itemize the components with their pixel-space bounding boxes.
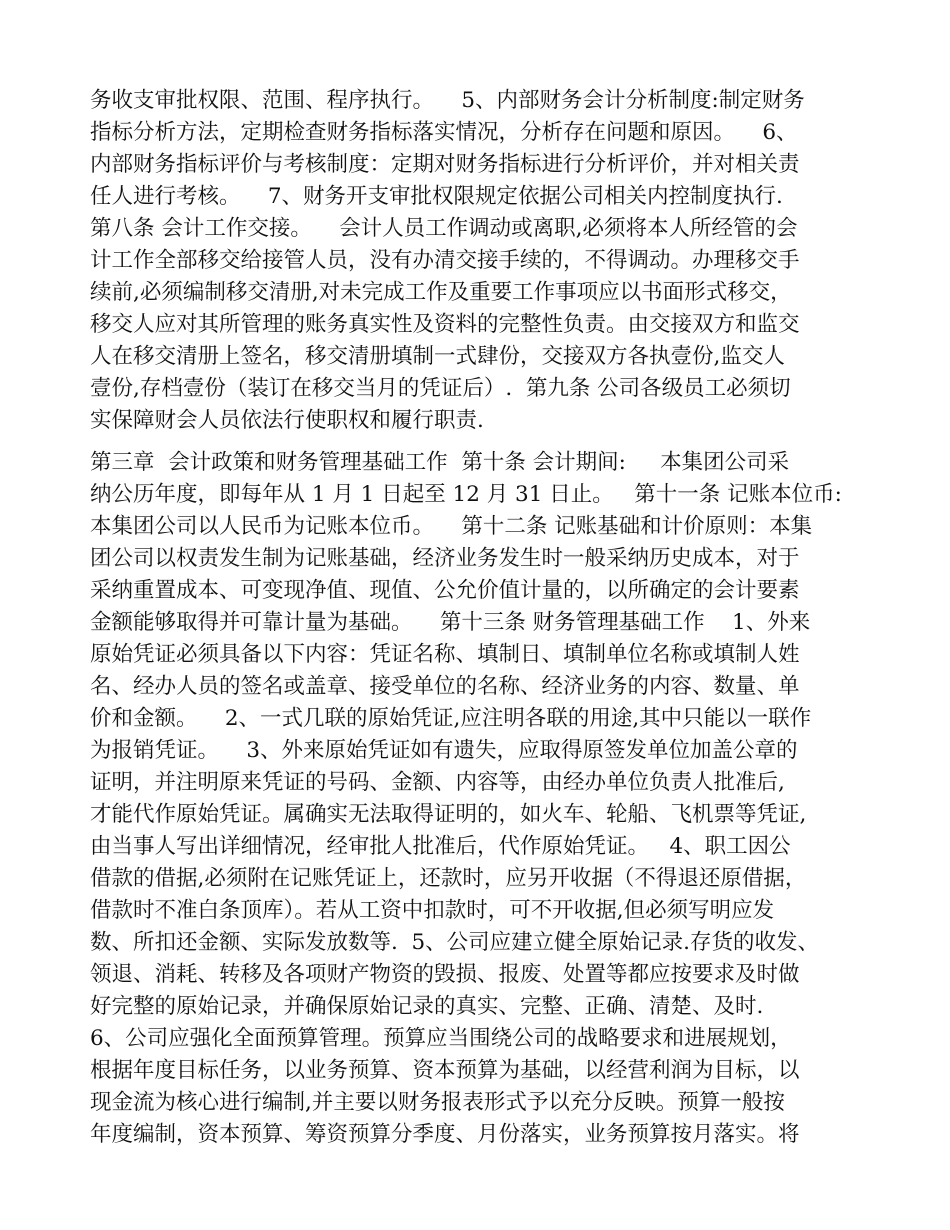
text-line: 移交人应对其所管理的账务真实性及资料的完整性负责。由交接双方和监交	[90, 312, 800, 337]
text-line: 由当事人写出详细情况，经审批人批准后，代作原始凭证。 4、职工因公	[90, 834, 791, 859]
text-line: 根据年度目标任务，以业务预算、资本预算为基础，以经营利润为目标，以	[90, 1058, 800, 1083]
text-line: 才能代作原始凭证。属确实无法取得证明的，如火车、轮船、飞机票等凭证,	[90, 802, 807, 827]
text-line: 人在移交清册上签名，移交清册填制一式肆份，交接双方各执壹份,监交人	[90, 344, 785, 369]
text-line: 借款时不准白条顶库）。若从工资中扣款时，可不开收据,但必须写明应发	[90, 898, 775, 923]
text-line: 6、公司应强化全面预算管理。预算应当围绕公司的战略要求和进展规划，	[90, 1026, 792, 1051]
text-line: 现金流为核心进行编制,并主要以财务报表形式予以充分反映。预算一般按	[90, 1090, 785, 1115]
text-line: 采纳重置成本、可变现净值、现值、公允价值计量的，以所确定的会计要素	[90, 578, 800, 603]
text-line: 领退、消耗、转移及各项财产物资的毁损、报废、处置等都应按要求及时做	[90, 962, 800, 987]
text-line: 年度编制，资本预算、筹资预算分季度、月份落实，业务预算按月落实。将	[90, 1122, 800, 1147]
text-line: 纳公历年度，即每年从 1 月 1 日起至 12 月 31 日止。 第十一条 记账本位币:	[90, 482, 842, 507]
text-line: 价和金额。 2、一式几联的原始凭证,应注明各联的用途,其中只能以一联作	[90, 706, 812, 731]
text-line: 借款的借据,必须附在记账凭证上，还款时，应另开收据（不得退还原借据，	[90, 866, 807, 891]
text-line: 本集团公司以人民币为记账本位币。 第十二条 记账基础和计价原则：本集	[90, 514, 813, 539]
text-line: 数、所扣还金额、实际发放数等. 5、公司应建立健全原始记录.存货的收发、	[90, 930, 820, 955]
text-line: 实保障财会人员依法行使职权和履行职责.	[90, 408, 484, 433]
text-line: 务收支审批权限、范围、程序执行。 5、内部财务会计分析制度:制定财务	[90, 88, 805, 113]
text-line: 原始凭证必须具备以下内容：凭证名称、填制日、填制单位名称或填制人姓	[90, 642, 800, 667]
text-line: 计工作全部移交给接管人员，没有办清交接手续的，不得调动。办理移交手	[90, 248, 800, 273]
text-line: 名、经办人员的签名或盖章、接受单位的名称、经济业务的内容、数量、单	[90, 674, 800, 699]
text-line: 为报销凭证。 3、外来原始凭证如有遗失，应取得原签发单位加盖公章的	[90, 738, 798, 763]
text-line: 金额能够取得并可靠计量为基础。 第十三条 财务管理基础工作 1、外来	[90, 610, 811, 635]
text-line: 壹份,存档壹份（装订在移交当月的凭证后）. 第九条 公司各级员工必须切	[90, 376, 791, 401]
text-line: 证明，并注明原来凭证的号码、金额、内容等，由经办单位负责人批准后,	[90, 770, 785, 795]
text-line: 任人进行考核。 7、财务开支审批权限规定依据公司相关内控制度执行.	[90, 184, 783, 209]
text-line: 续前,必须编制移交清册,对未完成工作及重要工作事项应以书面形式移交，	[90, 280, 792, 305]
text-line: 指标分析方法，定期检查财务指标落实情况，分析存在问题和原因。 6、	[90, 120, 798, 145]
text-line: 好完整的原始记录，并确保原始记录的真实、完整、正确、清楚、及时.	[90, 994, 764, 1019]
text-line: 团公司以权责发生制为记账基础，经济业务发生时一般采纳历史成本，对于	[90, 546, 800, 571]
text-line: 第三章 会计政策和财务管理基础工作 第十条 会计期间: 本集团公司采	[90, 450, 790, 475]
text-line: 第八条 会计工作交接。 会计人员工作调动或离职,必须将本人所经管的会	[90, 216, 798, 241]
text-line: 内部财务指标评价与考核制度：定期对财务指标进行分析评价，并对相关责	[90, 152, 800, 177]
